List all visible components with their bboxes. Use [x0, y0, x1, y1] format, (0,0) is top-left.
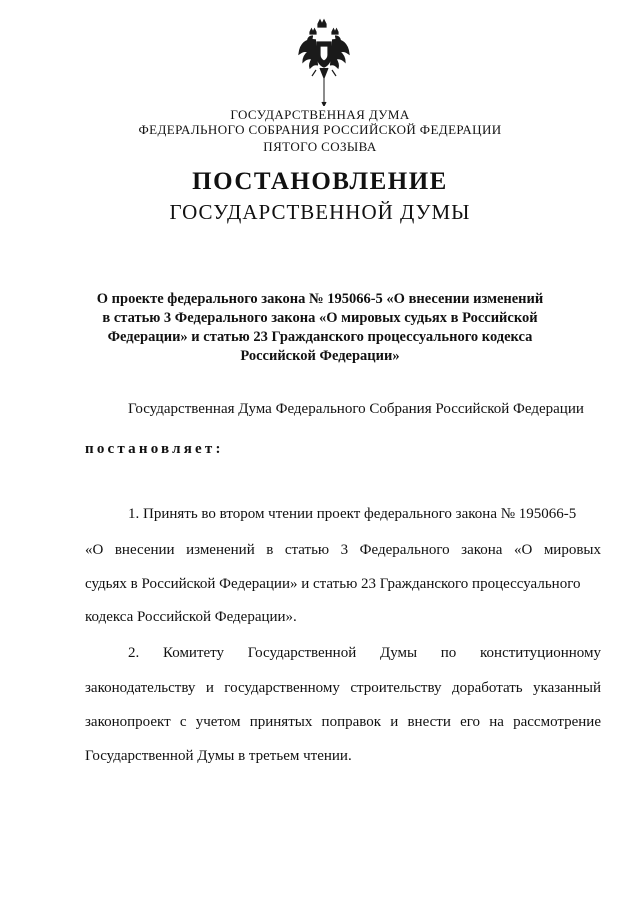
subject-line: Федерации» и статью 23 Гражданского процессуального кодекса [107, 329, 533, 345]
subject-line: Российской Федерации» [240, 348, 400, 364]
header-line-assembly: ФЕДЕРАЛЬНОГО СОБРАНИЯ РОССИЙСКОЙ ФЕДЕРАЦИИ [138, 122, 502, 137]
header-line-duma: ГОСУДАРСТВЕННАЯ ДУМА [230, 107, 410, 122]
item-2-line: законодательству и государственному строительству доработать указанный [85, 680, 601, 696]
subject-line: в статью 3 Федерального закона «О мировых судьях в Российской [102, 310, 538, 326]
item-1-line: «О внесении изменений в статью 3 Федерального закона «О мировых [85, 542, 601, 558]
item-1-line: судьях в Российской Федерации» и статью 23 Гражданского процессуального [85, 576, 581, 592]
document-subtitle: ГОСУДАРСТВЕННОЙ ДУМЫ [169, 200, 471, 224]
item-2-line: 2. Комитету Государственной Думы по конституционному [128, 645, 601, 661]
document-title: ПОСТАНОВЛЕНИЕ [192, 168, 448, 195]
header-line-convocation: ПЯТОГО СОЗЫВА [263, 139, 377, 154]
item-1-line: 1. Принять во втором чтении проект федерального закона № 195066-5 [128, 506, 577, 522]
subject-line: О проекте федерального закона № 195066-5 «О внесении изменений [96, 291, 544, 307]
preamble-text: Государственная Дума Федерального Собрания Российской Федерации [128, 401, 584, 417]
item-1-line: кодекса Российской Федерации». [85, 609, 297, 625]
document-subject [85, 290, 555, 366]
double-headed-eagle-emblem-icon [296, 18, 352, 106]
item-2-line: Государственной Думы в третьем чтении. [85, 748, 352, 764]
resolves-heading: постановляет: [85, 441, 224, 457]
item-2-line: законопроект с учетом принятых поправок и внести его на рассмотрение [85, 714, 601, 730]
